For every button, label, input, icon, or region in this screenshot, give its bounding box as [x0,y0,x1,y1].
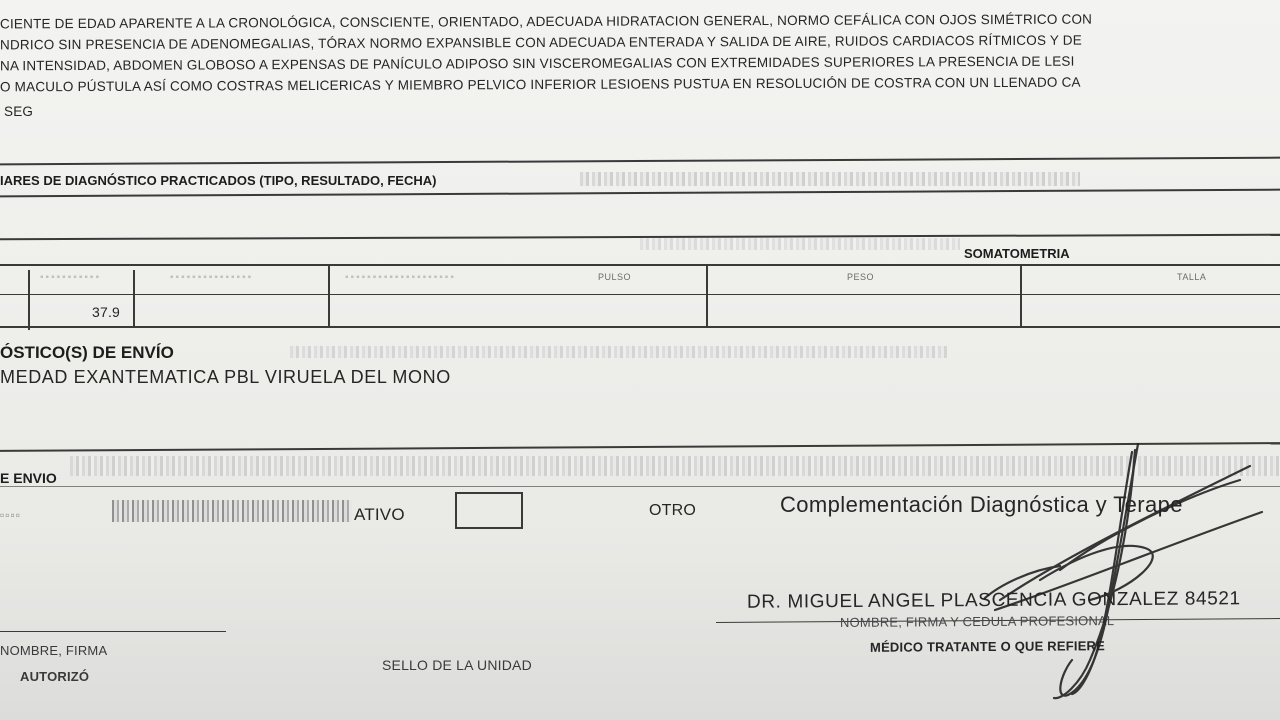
option-partial-label: ATIVO [354,505,405,524]
obscured-option-text [112,500,352,522]
diagnostics-section-title: IARES DE DIAGNÓSTICO PRACTICADOS (TIPO, RESULTADO, FECHA) [0,173,437,188]
form-field-band [640,238,960,250]
service-value: Complementación Diagnóstica y Terape [780,492,1183,517]
left-signature-role: AUTORIZÓ [20,669,90,684]
pulso-label: PULSO [598,272,632,282]
divider-line [0,486,1280,487]
faded-column-label: ▪▪▪▪▪▪▪▪▪▪▪▪▪▪▪ [170,272,254,283]
doctor-role: MÉDICO TRATANTE O QUE REFIERE [869,638,1106,655]
vitals-column-divider [28,270,30,330]
exam-text-line-4: O MACULO PÚSTULA ASÍ COMO COSTRAS MELICERICAS Y MIEMBRO PELVICO INFERIOR LESIOENS PUSTUA EN RESOLUCIÓN DE COSTRA CON UN LLENADO CA [0,74,1081,95]
faded-column-label: ▪▪▪▪▪▪▪▪▪▪▪▪▪▪▪▪▪▪▪▪ [345,272,456,283]
divider-line [0,157,1280,166]
signature-line-left [0,631,226,632]
vitals-column-divider [133,270,135,328]
otro-label: OTRO [649,502,697,519]
vitals-table-mid [0,294,1280,295]
temperature-value: 37.9 [92,304,121,320]
vitals-table-bottom [0,326,1280,328]
doctor-caption: NOMBRE, FIRMA Y CEDULA PROFESIONAL [839,613,1115,630]
peso-label: PESO [847,272,875,282]
vitals-column-divider [706,264,708,326]
vitals-column-divider [1020,264,1022,326]
referral-section-title: E ENVIO [0,470,57,486]
exam-text-line-5: SEG [4,104,34,119]
doctor-name: DR. MIGUEL ANGEL PLASCENCIA GONZALEZ 84521 [746,588,1241,613]
faded-column-label: ▪▪▪▪▪▪▪▪▪▪▪ [40,272,101,283]
vitals-table-top [0,264,1280,266]
option-checkbox[interactable] [455,492,523,529]
divider-line [0,189,1280,198]
vitals-column-divider [328,266,330,328]
diagnosis-value: MEDAD EXANTEMATICA PBL VIRUELA DEL MONO [0,367,451,387]
talla-label: TALLA [1177,272,1207,282]
exam-text-line-1: CIENTE DE EDAD APARENTE A LA CRONOLÓGICA, CONSCIENTE, ORIENTADO, ADECUADA HIDRATACION GENERAL, NORMO CEFÁLICA CON OJOS SIMÉTRICO CON [0,11,1093,32]
form-field-band [70,456,1280,476]
exam-text-line-3: NA INTENSIDAD, ABDOMEN GLOBOSO A EXPENSAS DE PANÍCULO ADIPOSO SIN VISCEROMEGALIAS CON EXTREMIDADES SUPERIORES LA PRESENCIA DE LESI [0,53,1075,74]
left-signature-caption: NOMBRE, FIRMA [0,643,108,658]
form-field-band [580,172,1080,186]
diagnosis-section-title: ÓSTICO(S) DE ENVÍO [0,343,174,362]
stamp-caption: SELLO DE LA UNIDAD [382,657,532,673]
obscured-option-text: ▫▫▫▫ [0,508,22,522]
divider-line [0,442,1280,452]
form-field-band [290,346,950,358]
exam-text-line-2: NDRICO SIN PRESENCIA DE ADENOMEGALIAS, TÓRAX NORMO EXPANSIBLE CON ADECUADA ENTERADA Y SALIDA DE AIRE, RUIDOS CARDIACOS RÍTMICOS Y DE [0,32,1082,53]
somatometria-label: SOMATOMETRIA [964,246,1070,261]
